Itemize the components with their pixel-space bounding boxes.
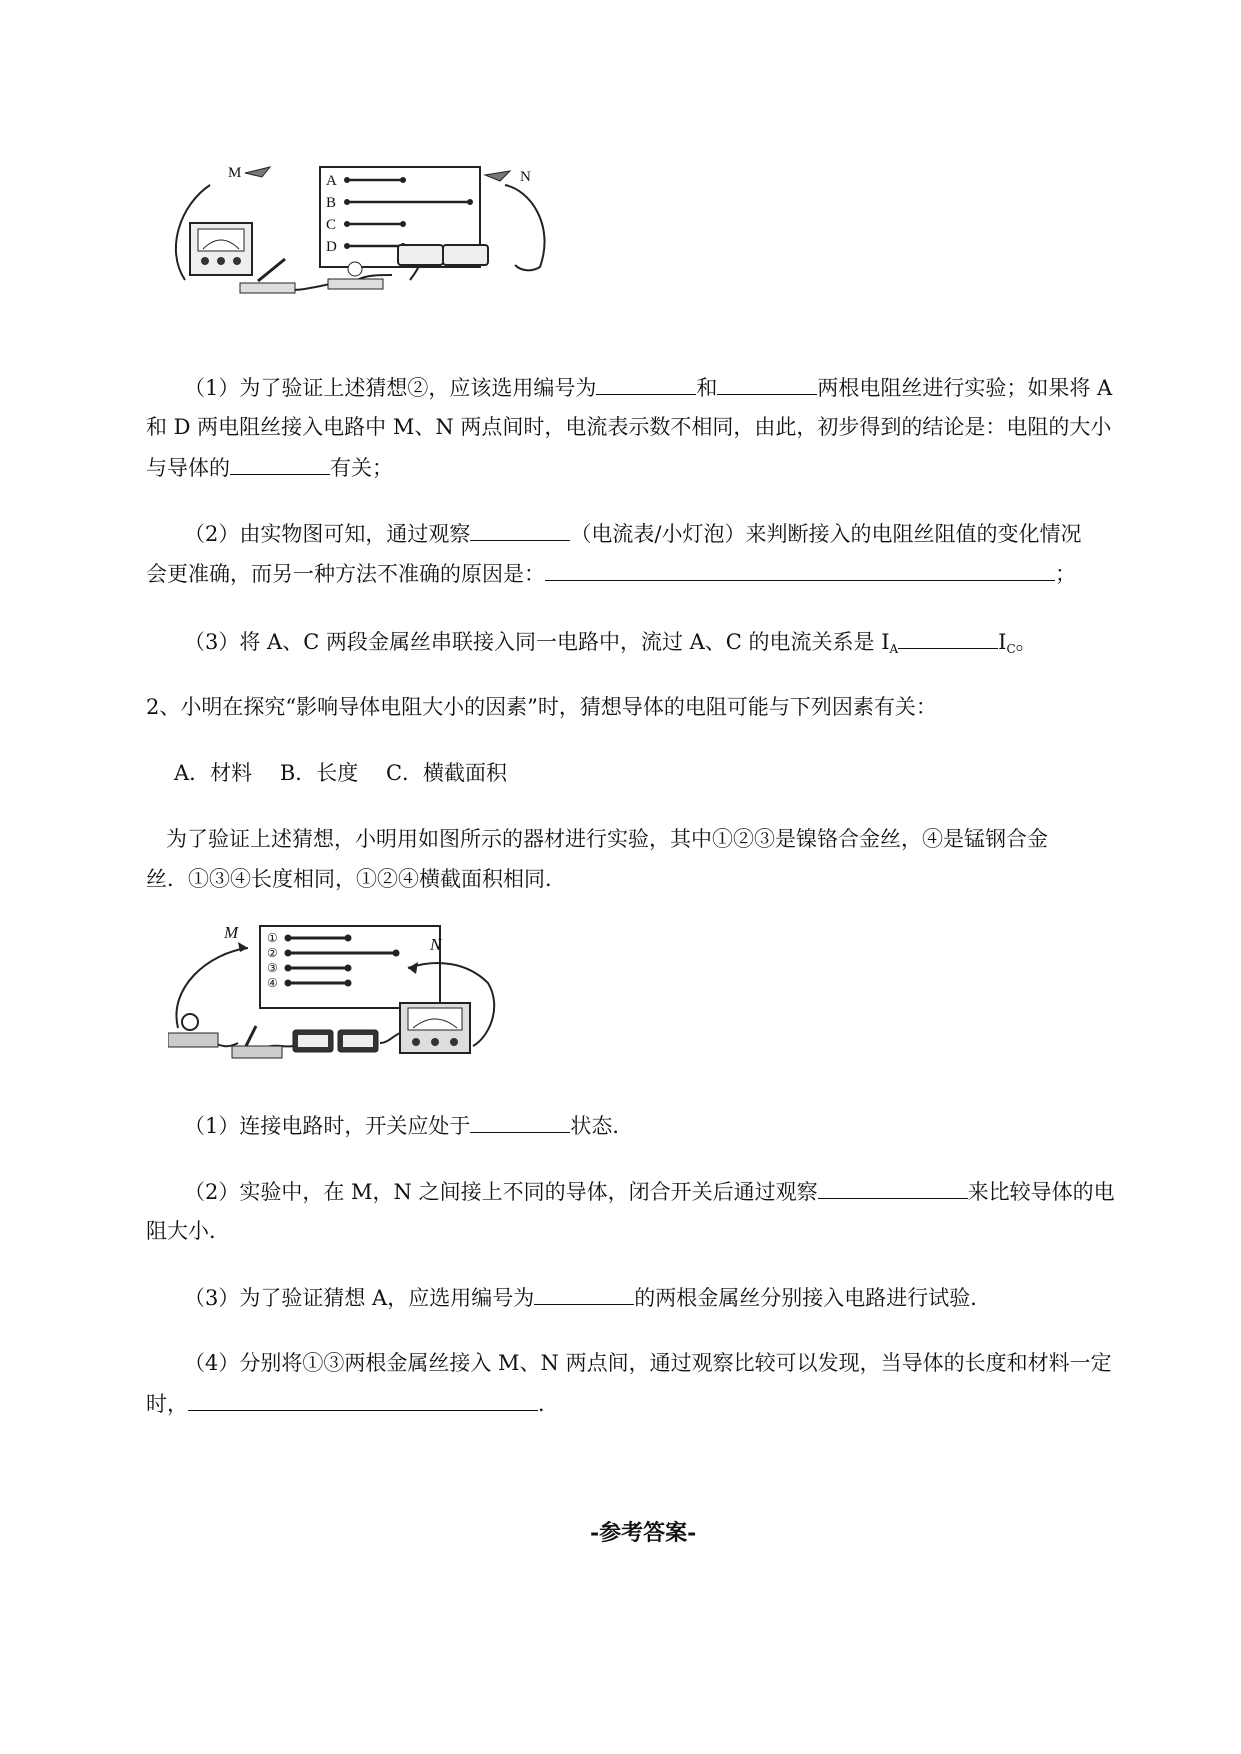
- q2-part3-suffix: 的两根金属丝分别接入电路进行试验．: [634, 1286, 992, 1310]
- q2-part2-line1: [184, 1176, 1115, 1207]
- terminal-n-label: N: [430, 935, 442, 954]
- q2-intro-line2: 丝．①③④长度相同，①②④横截面积相同．: [146, 867, 566, 891]
- current-symbol: I: [998, 630, 1007, 654]
- wire-label-b: B: [326, 195, 337, 211]
- answer-blank[interactable]: [545, 558, 1055, 581]
- answer-blank[interactable]: [470, 518, 570, 541]
- q1-part2-line1: [184, 518, 1081, 549]
- wire-label-1: ①: [267, 931, 278, 945]
- q2-part4-line1: （4）分别将①③两根金属丝接入 M、N 两点间，通过观察比较可以发现，当导体的长度和材料一定: [184, 1351, 1112, 1375]
- q1-part3: [184, 626, 1037, 664]
- q1-part1-line3: [146, 452, 393, 483]
- answer-blank[interactable]: [470, 1110, 570, 1133]
- q1-part2-line2: [146, 558, 1076, 589]
- terminal-m-label: M: [228, 165, 242, 181]
- q1-part2-line2-prefix: 会更准确，而另一种方法不准确的原因是：: [146, 562, 545, 586]
- wire-label-4: ④: [267, 976, 278, 990]
- terminal-n-label: N: [520, 169, 531, 185]
- q1-part2-suffix: （电流表/小灯泡）来判断接入的电阻丝阻值的变化情况: [570, 522, 1082, 546]
- subscript-c: C: [1006, 642, 1016, 656]
- q1-part1-line3-suffix: 有关；: [330, 456, 393, 480]
- battery-icon: [293, 1030, 378, 1052]
- q1-part3-prefix: （3）将 A、C 两段金属丝串联接入同一电路中，流过 A、C 的电流关系是 I: [184, 630, 890, 654]
- terminal-m-label: M: [224, 923, 239, 942]
- q2-intro-line1: 为了验证上述猜想，小明用如图所示的器材进行实验，其中①②③是镍铬合金丝，④是锰钢合金: [166, 827, 1048, 851]
- q2-options: A．材料 B．长度 C．横截面积: [174, 761, 508, 785]
- q2-part4-line2-prefix: 时，: [146, 1392, 188, 1416]
- q2-part2-suffix: 来比较导体的电: [967, 1180, 1115, 1204]
- circuit-figure-2: [168, 918, 518, 1078]
- wire-label-c: C: [326, 217, 337, 233]
- subscript-a: A: [889, 642, 899, 656]
- q2-part1-suffix: 状态．: [570, 1114, 634, 1138]
- q2-part1: [184, 1110, 633, 1141]
- answer-blank[interactable]: [596, 372, 696, 395]
- q1-part1-line2: 和 D 两电阻丝接入电路中 M、N 两点间时，电流表示数不相同，由此，初步得到的结论是：电阻的大小: [146, 415, 1112, 439]
- q2-part3-prefix: （3）为了验证猜想 A，应选用编号为: [184, 1286, 535, 1310]
- q2-part4-line2-suffix: ．: [538, 1392, 559, 1416]
- answer-section-title: -参考答案-: [590, 1520, 697, 1546]
- wire-label-d: D: [326, 239, 337, 255]
- answer-blank[interactable]: [534, 1282, 634, 1305]
- q1-part1-prefix: （1）为了验证上述猜想②，应该选用编号为: [184, 376, 597, 400]
- battery-icon: [398, 245, 488, 265]
- answer-blank[interactable]: [717, 372, 817, 395]
- answer-blank[interactable]: [898, 626, 998, 649]
- q2-stem: 2、小明在探究“影响导体电阻大小的因素”时，猜想导体的电阻可能与下列因素有关：: [146, 695, 937, 719]
- q1-part1-line1: [184, 372, 1112, 403]
- q2-part3: [184, 1282, 991, 1313]
- answer-blank[interactable]: [230, 452, 330, 475]
- wire-label-3: ③: [267, 961, 278, 975]
- circuit-figure-1: [170, 155, 560, 335]
- q1-part2-line2-suffix: ；: [1055, 562, 1076, 586]
- answer-blank[interactable]: [818, 1176, 968, 1199]
- q1-part1-line3-prefix: 与导体的: [146, 456, 230, 480]
- q2-part4-line2: [146, 1388, 559, 1419]
- bulb-icon: [168, 1014, 218, 1047]
- q2-part1-prefix: （1）连接电路时，开关应处于: [184, 1114, 471, 1138]
- ammeter-icon: [190, 223, 252, 275]
- wire-label-2: ②: [267, 946, 278, 960]
- wire-label-a: A: [326, 173, 337, 189]
- q1-part2-prefix: （2）由实物图可知，通过观察: [184, 522, 471, 546]
- answer-blank[interactable]: [188, 1388, 538, 1411]
- q1-part1-suffix: 两根电阻丝进行实验；如果将 A: [817, 376, 1113, 400]
- q1-part3-end: 。: [1015, 630, 1037, 654]
- switch-icon: [232, 1026, 282, 1058]
- q2-part2-prefix: （2）实验中，在 M，N 之间接上不同的导体，闭合开关后通过观察: [184, 1180, 818, 1204]
- ammeter-icon: [400, 1003, 470, 1053]
- q2-part2-line2: 阻大小．: [146, 1219, 230, 1243]
- q1-part1-mid: 和: [696, 376, 718, 400]
